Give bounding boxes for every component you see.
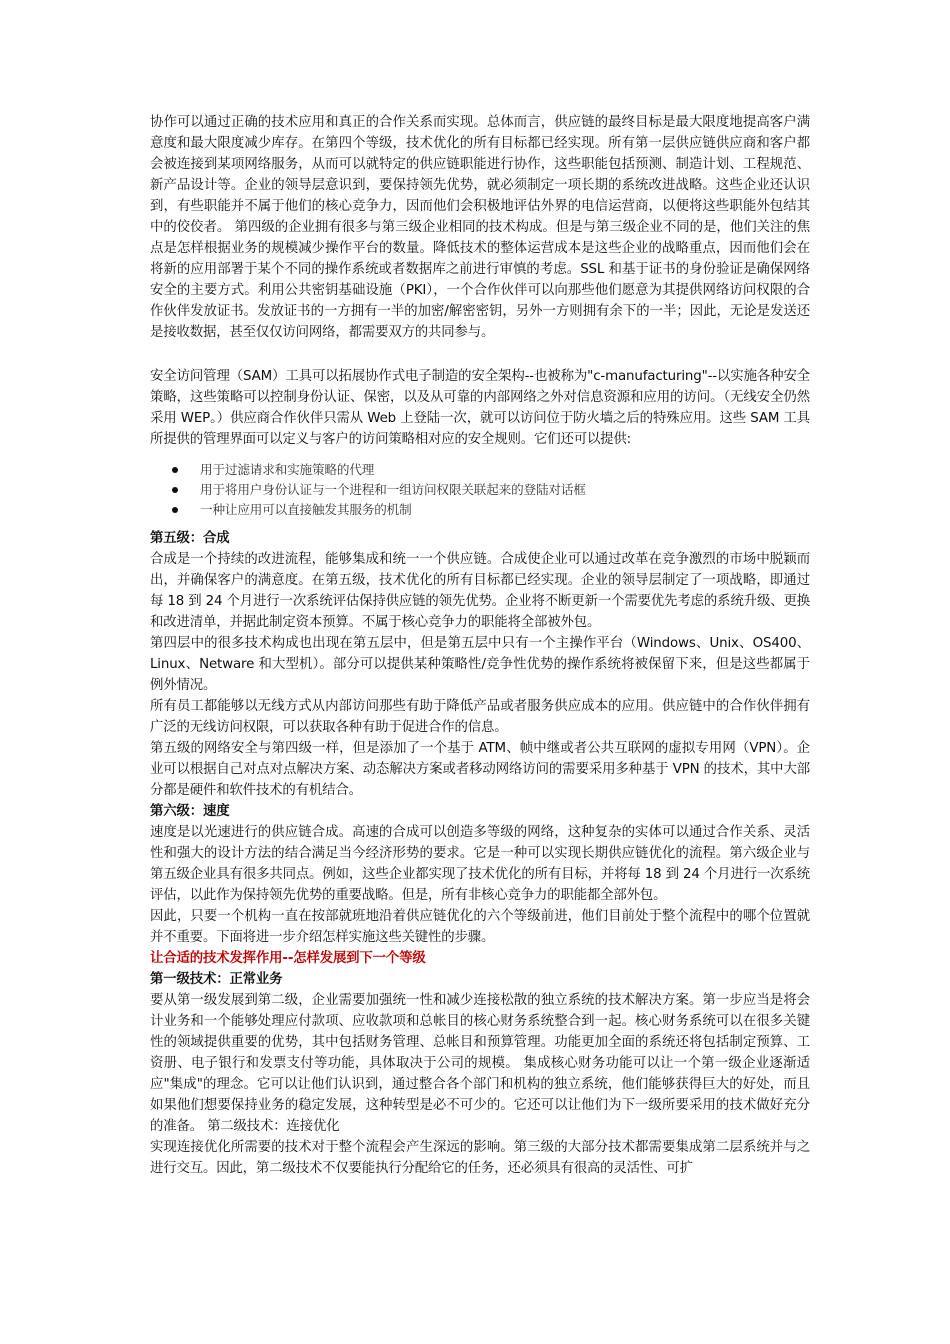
list-item: 一种让应用可以直接触发其服务的机制 (150, 500, 810, 520)
paragraph-tech-level1: 要从第一级发展到第二级，企业需要加强统一性和减少连接松散的独立系统的技术解决方案。第一步应当是将会计业务和一个能够处理应付款项、应收款项和总帐目的核心财务系统整合到一起。核心财务系统可以在很多关键性的领域提供重要的优势，其中包括财务管理、总帐目和预算管理。功能更加全面的系统还将包括制定预算、工资册、电子银行和发票支付等功能，具体取决于公司的规模。 集成核心财务功能可以让一个第一级企业逐渐适应"集成"的理念。它可以让他们认识到，通过整合各个部门和机构的独立系统，他们能够获得巨大的好处，而且如果他们想要保持业务的稳定发展，这种转型是必不可少的。它还可以让他们为下一级所要采用的技术做好充分的准备。 第二级技术：连接优化 (150, 993, 810, 1134)
paragraph-level5-2: 第四层中的很多技术构成也出现在第五层中，但是第五层中只有一个主操作平台（Windows、Unix、OS400、Linux、Netware 和大型机）。部分可以提供某种策略性/竞争性优势的操作系统将被保留下来，但是这些都属于例外情况。 (150, 636, 810, 693)
paragraph-sam-tools: 安全访问管理（SAM）工具可以拓展协作式电子制造的安全架构--也被称为"c-manufacturing"--以实施各种安全策略，这些策略可以控制身份认证、保密，以及从可靠的内部网络之外对信息资源和应用的访问。（无线安全仍然采用 WEP。）供应商合作伙伴只需从 Web 上登陆一次，就可以访问位于防火墙之后的特殊应用。这些 SAM 工具所提供的管理界面可以定义与客户的访问策略相对应的安全规则。它们还可以提供: (150, 369, 810, 447)
bullet-icon (172, 467, 178, 473)
list-item: 用于将用户身份认证与一个进程和一组访问权限关联起来的登陆对话框 (150, 480, 810, 500)
paragraph-level6-1: 速度是以光速进行的供应链合成。高速的合成可以创造多等级的网络，这种复杂的实体可以通过合作关系、灵活性和强大的设计方法的结合满足当今经济形势的要求。它是一种可以实现长期供应链优化的流程。第六级企业与第五级企业具有很多共同点。例如，这些企业都实现了技术优化的所有目标，并将每 18 到 24 个月进行一次系统评估，以此作为保持领先优势的重要战略。但是，所有非核心竞争力的职能都全部外包。 (150, 825, 810, 903)
paragraph-level5-1: 合成是一个持续的改进流程，能够集成和统一一个供应链。合成使企业可以通过改革在竞争激烈的市场中脱颖而出，并确保客户的满意度。在第五级，技术优化的所有目标都已经实现。企业的领导层制定了一项战略，即通过每 18 到 24 个月进行一次系统评估保持供应链的领先优势。企业将不断更新一个需要优先考虑的系统升级、更换和改进清单，并据此制定资本预算。不属于核心竞争力的职能将全部被外包。 (150, 552, 810, 630)
heading-level6: 第六级：速度 (150, 804, 230, 819)
heading-next-level-red: 让合适的技术发挥作用--怎样发展到下一个等级 (150, 951, 426, 966)
heading-tech-level1: 第一级技术：正常业务 (150, 972, 283, 987)
paragraph-level4-continued: 协作可以通过正确的技术应用和真正的合作关系而实现。总体而言，供应链的最终目标是最大限度地提高客户满意度和最大限度减少库存。在第四个等级，技术优化的所有目标都已经实现。所有第一层供应链供应商和客户都会被连接到某项网络服务，从而可以就特定的供应链职能进行协作，这些职能包括预测、制造计划、工程规范、新产品设计等。企业的领导层意识到，要保持领先优势，就必须制定一项长期的系统改进战略。这些企业还认识到，有些职能并不属于他们的核心竞争力，因而他们会积极地评估外界的电信运营商，以便将这些职能外包结其中的佼佼者。 第四级的企业拥有很多与第三级企业相同的技术构成。但是与第三级企业不同的是，他们关注的焦点是怎样根据业务的规模减少操作平台的数量。降低技术的整体运营成本是这些企业的战略重点，因而他们会在将新的应用部署于某个不同的操作系统或者数据库之前进行审慎的考虑。SSL 和基于证书的身份验证是确保网络安全的主要方式。利用公共密钥基础设施（PKI），一个合作伙伴可以向那些他们愿意为其提供网络访问权限的合作伙伴发放证书。发放证书的一方拥有一半的加密/解密密钥，另外一方则拥有余下的一半；因此，无论是发送还是接收数据，甚至仅仅访问网络，都需要双方的共同参与。 (150, 115, 810, 340)
bullet-icon (172, 487, 178, 493)
document-page (150, 112, 810, 1179)
bullet-icon (172, 507, 178, 513)
heading-level5: 第五级：合成 (150, 531, 230, 546)
feature-bullet-list (150, 460, 810, 520)
paragraph-tech-level2: 实现连接优化所需要的技术对于整个流程会产生深远的影响。第三级的大部分技术都需要集成第二层系统并与之进行交互。因此，第二级技术不仅要能执行分配给它的任务，还必须具有很高的灵活性、可扩 (150, 1140, 810, 1176)
paragraph-level5-3: 所有员工都能够以无线方式从内部访问那些有助于降低产品或者服务供应成本的应用。供应链中的合作伙伴拥有广泛的无线访问权限，可以获取各种有助于促进合作的信息。 (150, 699, 810, 735)
list-item: 用于过滤请求和实施策略的代理 (150, 460, 810, 480)
paragraph-level5-4: 第五级的网络安全与第四级一样，但是添加了一个基于 ATM、帧中继或者公共互联网的虚拟专用网（VPN）。企业可以根据自己对点对点解决方案、动态解决方案或者移动网络访问的需要采用多种基于 VPN 的技术，其中大部分都是硬件和软件技术的有机结合。 (150, 741, 810, 798)
paragraph-level6-2: 因此，只要一个机构一直在按部就班地沿着供应链优化的六个等级前进，他们目前处于整个流程中的哪个位置就并不重要。下面将进一步介绍怎样实施这些关键性的步骤。 (150, 909, 810, 945)
paragraph-gap (150, 343, 810, 366)
